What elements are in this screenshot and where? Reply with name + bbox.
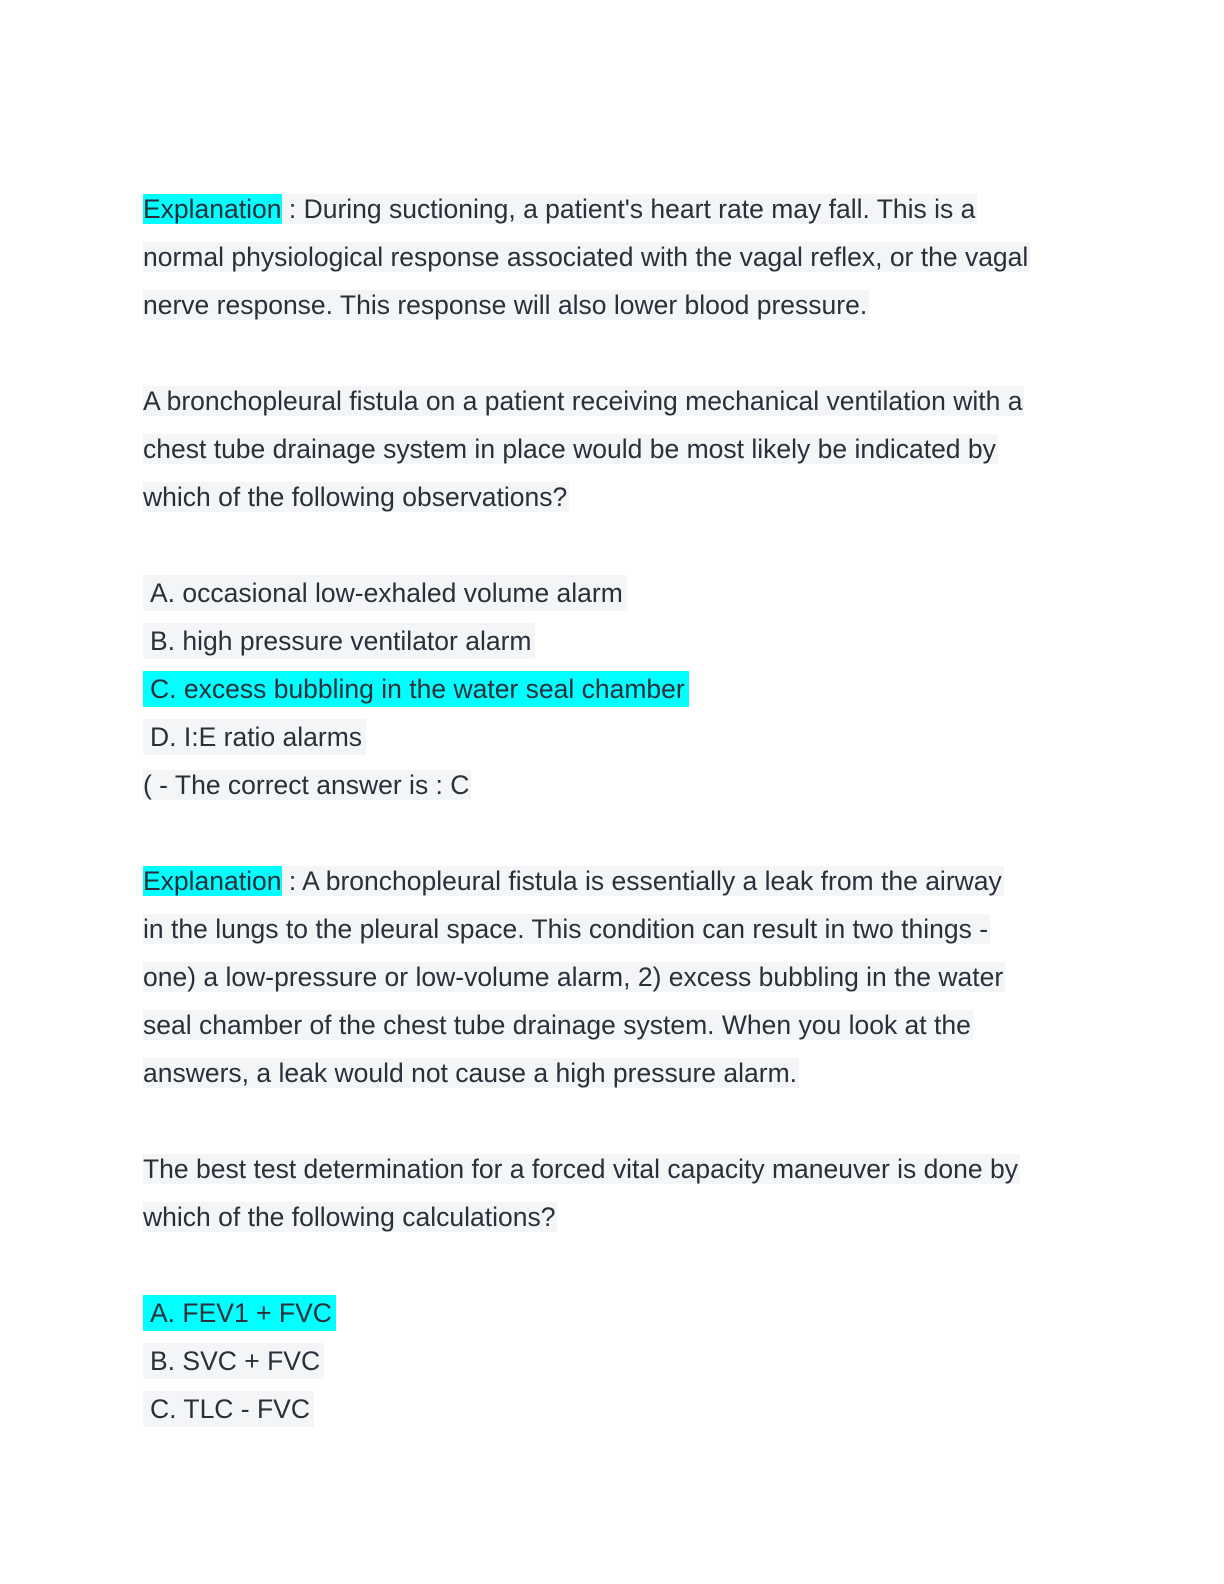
explanation-text: one) a low-pressure or low-volume alarm, 2) excess bubbling in the water	[143, 962, 1004, 992]
question-1-line-1	[143, 377, 1083, 425]
explanation-block-1	[143, 185, 1083, 329]
option-text: B. SVC + FVC	[143, 1343, 324, 1379]
question-text: A bronchopleural fistula on a patient receiving mechanical ventilation with a	[143, 386, 1023, 416]
option-b	[143, 617, 1083, 665]
explanation-1-line-2	[143, 233, 1083, 281]
correct-answer-line	[143, 761, 1083, 809]
explanation-1-line-1	[143, 185, 1083, 233]
question-1-options	[143, 569, 1083, 809]
explanation-block-2	[143, 857, 1083, 1097]
option-text-highlighted: A. FEV1 + FVC	[143, 1295, 336, 1331]
explanation-2-line-4	[143, 1001, 1083, 1049]
explanation-text: : During suctioning, a patient's heart rate may fall. This is a	[281, 194, 976, 224]
explanation-label: Explanation	[143, 866, 282, 896]
question-text: which of the following calculations?	[143, 1202, 556, 1232]
option-b	[143, 1337, 1083, 1385]
explanation-2-line-1	[143, 857, 1083, 905]
explanation-2-line-5	[143, 1049, 1083, 1097]
option-a	[143, 569, 1083, 617]
option-text: A. occasional low-exhaled volume alarm	[143, 575, 627, 611]
question-text: The best test determination for a forced vital capacity maneuver is done by	[143, 1154, 1018, 1184]
explanation-1-line-3	[143, 281, 1083, 329]
explanation-text: answers, a leak would not cause a high pressure alarm.	[143, 1058, 798, 1088]
explanation-text: seal chamber of the chest tube drainage system. When you look at the	[143, 1010, 971, 1040]
option-c	[143, 1385, 1083, 1433]
question-2-line-1	[143, 1145, 1083, 1193]
question-text: which of the following observations?	[143, 482, 568, 512]
document-page	[143, 185, 1083, 1481]
question-1-line-2	[143, 425, 1083, 473]
option-d	[143, 713, 1083, 761]
option-a-correct	[143, 1289, 1083, 1337]
question-text: chest tube drainage system in place would be most likely be indicated by	[143, 434, 996, 464]
option-text: D. I:E ratio alarms	[143, 719, 366, 755]
question-1-line-3	[143, 473, 1083, 521]
option-text: B. high pressure ventilator alarm	[143, 623, 535, 659]
question-2-line-2	[143, 1193, 1083, 1241]
correct-answer-text: ( - The correct answer is : C	[143, 770, 470, 800]
explanation-text: normal physiological response associated with the vagal reflex, or the vagal	[143, 242, 1029, 272]
explanation-text: in the lungs to the pleural space. This condition can result in two things -	[143, 914, 989, 944]
explanation-2-line-2	[143, 905, 1083, 953]
option-text-highlighted: C. excess bubbling in the water seal chamber	[143, 671, 689, 707]
explanation-text: nerve response. This response will also lower blood pressure.	[143, 290, 868, 320]
explanation-2-line-3	[143, 953, 1083, 1001]
explanation-label: Explanation	[143, 194, 282, 224]
question-1	[143, 377, 1083, 521]
explanation-text: : A bronchopleural fistula is essentially a leak from the airway	[281, 866, 1002, 896]
option-c-correct	[143, 665, 1083, 713]
option-text: C. TLC - FVC	[143, 1391, 314, 1427]
question-2-options	[143, 1289, 1083, 1433]
question-2	[143, 1145, 1083, 1241]
